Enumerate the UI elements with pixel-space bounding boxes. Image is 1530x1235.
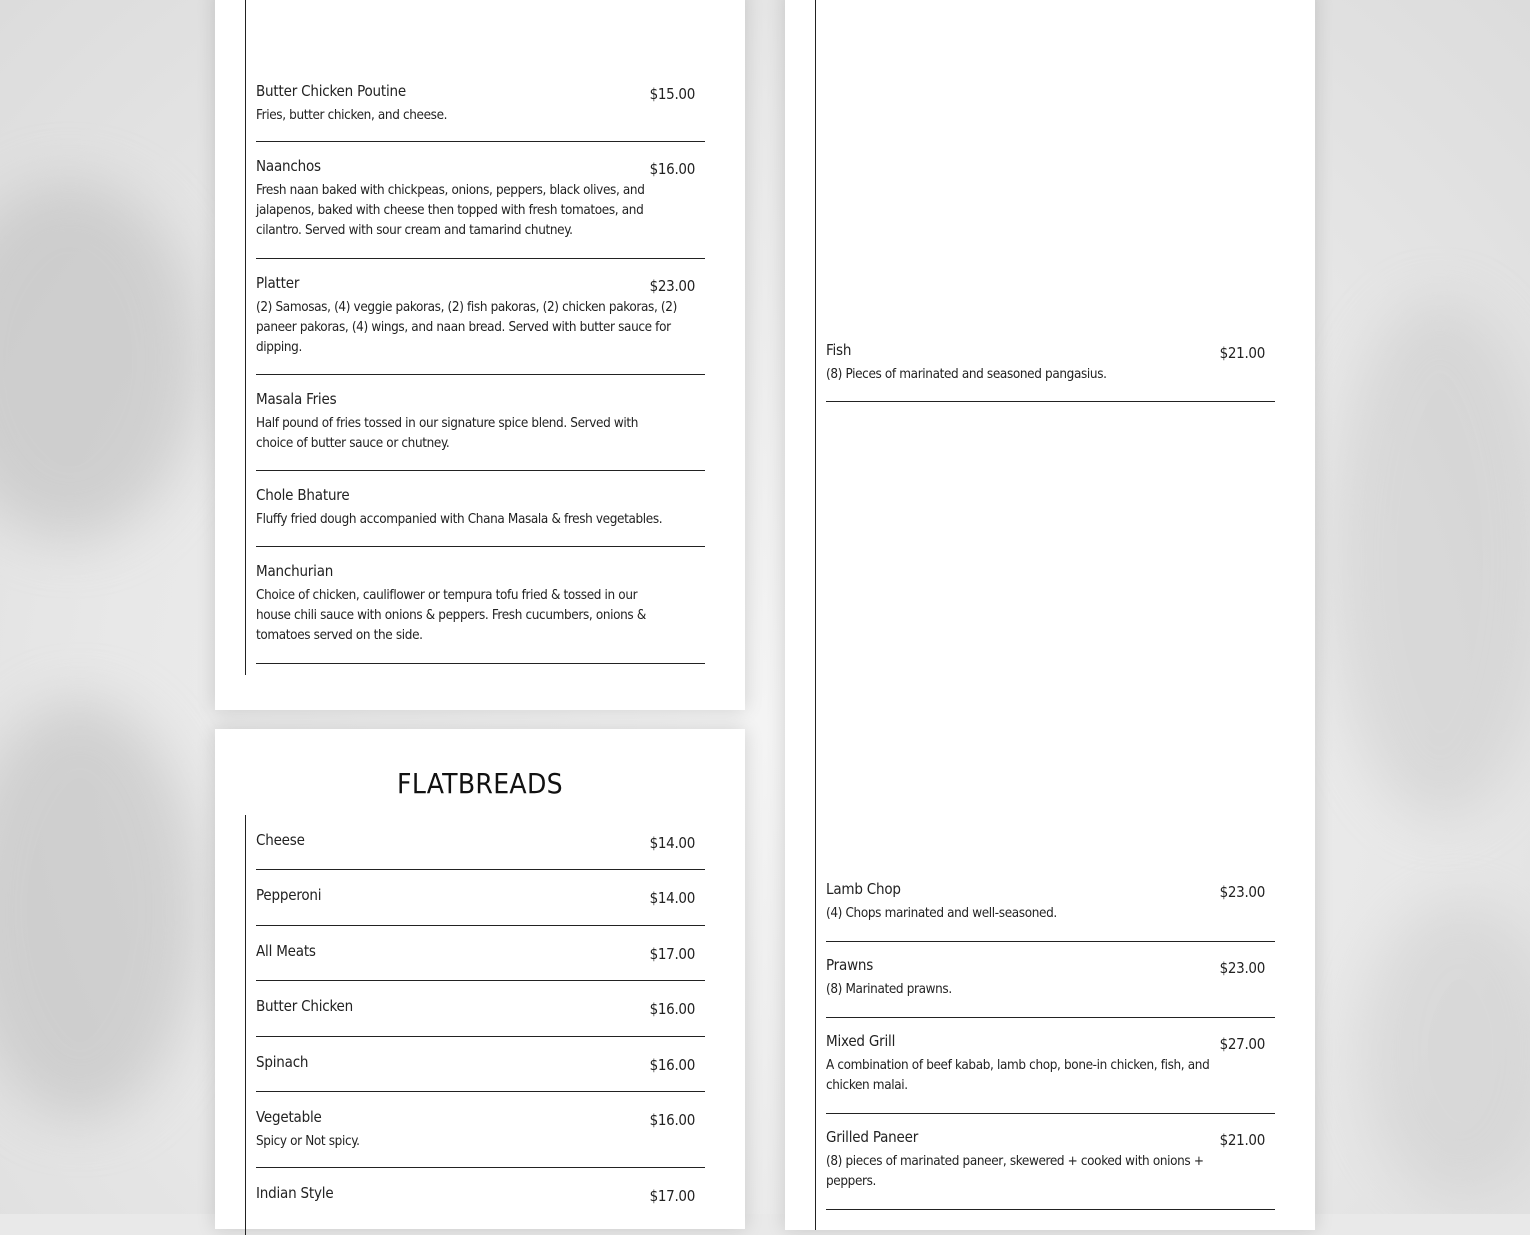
- divider: [256, 374, 705, 375]
- menu-item-price: $23.00: [1219, 959, 1265, 977]
- column-divider: [815, 0, 816, 1230]
- menu-item-price: $21.00: [1219, 1131, 1265, 1149]
- menu-item-name: Grilled Paneer: [826, 1128, 919, 1146]
- menu-item-name: Cheese: [256, 831, 305, 849]
- menu-item-description: (8) Pieces of marinated and seasoned pangasius.: [826, 367, 1107, 382]
- menu-list: [256, 729, 705, 1229]
- menu-item-description: (8) Marinated prawns.: [826, 982, 952, 997]
- menu-item-description: (2) Samosas, (4) veggie pakoras, (2) fish pakoras, (2) chicken pakoras, (2) paneer pakoras, (4) wings, and naan bread. Served with butter sauce for dipping.: [256, 300, 677, 355]
- menu-item-name: Lamb Chop: [826, 880, 901, 898]
- menu-item-name: Mixed Grill: [826, 1032, 896, 1050]
- menu-item-description: Fresh naan baked with chickpeas, onions, peppers, black olives, and jalapenos, baked with cheese then topped with fresh tomatoes, and cilantro. Served with sour cream and tamarind chutney.: [256, 183, 645, 238]
- menu-item-description: A combination of beef kabab, lamb chop, bone-in chicken, fish, and chicken malai.: [826, 1058, 1210, 1093]
- menu-item-price: $27.00: [1219, 1035, 1265, 1053]
- flatbreads-card: [215, 729, 745, 1229]
- section-title: FLATBREADS: [397, 767, 563, 800]
- menu-item-description: Half pound of fries tossed in our signature spice blend. Served with choice of butter sauce or chutney.: [256, 416, 639, 451]
- menu-item-name: Chole Bhature: [256, 486, 350, 504]
- divider: [256, 546, 705, 547]
- menu-item-name: Naanchos: [256, 157, 321, 175]
- divider: [256, 925, 705, 926]
- divider: [826, 1209, 1275, 1210]
- menu-item-description: Choice of chicken, cauliflower or tempura tofu fried & tossed in our house chili sauce with onions & peppers. Fresh cucumbers, onions & tomatoes served on the side.: [256, 588, 646, 643]
- menu-item-name: Platter: [256, 274, 300, 292]
- menu-list: [256, 0, 705, 710]
- divider: [256, 980, 705, 981]
- divider: [256, 258, 705, 259]
- divider: [256, 470, 705, 471]
- divider: [256, 1167, 705, 1168]
- menu-item-price: $15.00: [649, 85, 695, 103]
- divider: [826, 1017, 1275, 1018]
- menu-item-price: $23.00: [649, 277, 695, 295]
- menu-item-description: Spicy or Not spicy.: [256, 1134, 360, 1149]
- menu-item-name: All Meats: [256, 942, 316, 960]
- menu-item-description: (8) pieces of marinated paneer, skewered + cooked with onions + peppers.: [826, 1154, 1204, 1189]
- divider: [256, 869, 705, 870]
- divider: [826, 941, 1275, 942]
- menu-list: [826, 0, 1275, 1230]
- menu-item-price: $16.00: [649, 1000, 695, 1018]
- menu-item-price: $16.00: [649, 160, 695, 178]
- menu-item-price: $14.00: [649, 834, 695, 852]
- menu-item-name: Spinach: [256, 1053, 309, 1071]
- menu-item-price: $17.00: [649, 945, 695, 963]
- appetizers-card: [215, 0, 745, 710]
- divider: [256, 1091, 705, 1092]
- menu-item-name: Butter Chicken Poutine: [256, 82, 407, 100]
- divider: [826, 1113, 1275, 1114]
- menu-item-name: Manchurian: [256, 562, 334, 580]
- menu-item-name: Pepperoni: [256, 886, 322, 904]
- column-divider: [245, 815, 246, 1235]
- divider: [256, 1036, 705, 1037]
- menu-item-description: Fries, butter chicken, and cheese.: [256, 108, 448, 123]
- menu-item-name: Vegetable: [256, 1108, 322, 1126]
- menu-item-price: $16.00: [649, 1111, 695, 1129]
- menu-item-name: Indian Style: [256, 1184, 334, 1202]
- menu-item-name: Fish: [826, 341, 852, 359]
- menu-item-description: (4) Chops marinated and well-seasoned.: [826, 906, 1057, 921]
- menu-item-price: $23.00: [1219, 883, 1265, 901]
- menu-item-price: $21.00: [1219, 344, 1265, 362]
- menu-item-price: $17.00: [649, 1187, 695, 1205]
- menu-item-name: Masala Fries: [256, 390, 337, 408]
- divider: [256, 663, 705, 664]
- menu-item-description: Fluffy fried dough accompanied with Chana Masala & fresh vegetables.: [256, 512, 663, 527]
- divider: [256, 141, 705, 142]
- divider: [826, 401, 1275, 402]
- column-divider: [245, 0, 246, 675]
- menu-item-price: $14.00: [649, 889, 695, 907]
- grill-card: [785, 0, 1315, 1230]
- menu-item-name: Butter Chicken: [256, 997, 354, 1015]
- menu-item-price: $16.00: [649, 1056, 695, 1074]
- menu-item-name: Prawns: [826, 956, 874, 974]
